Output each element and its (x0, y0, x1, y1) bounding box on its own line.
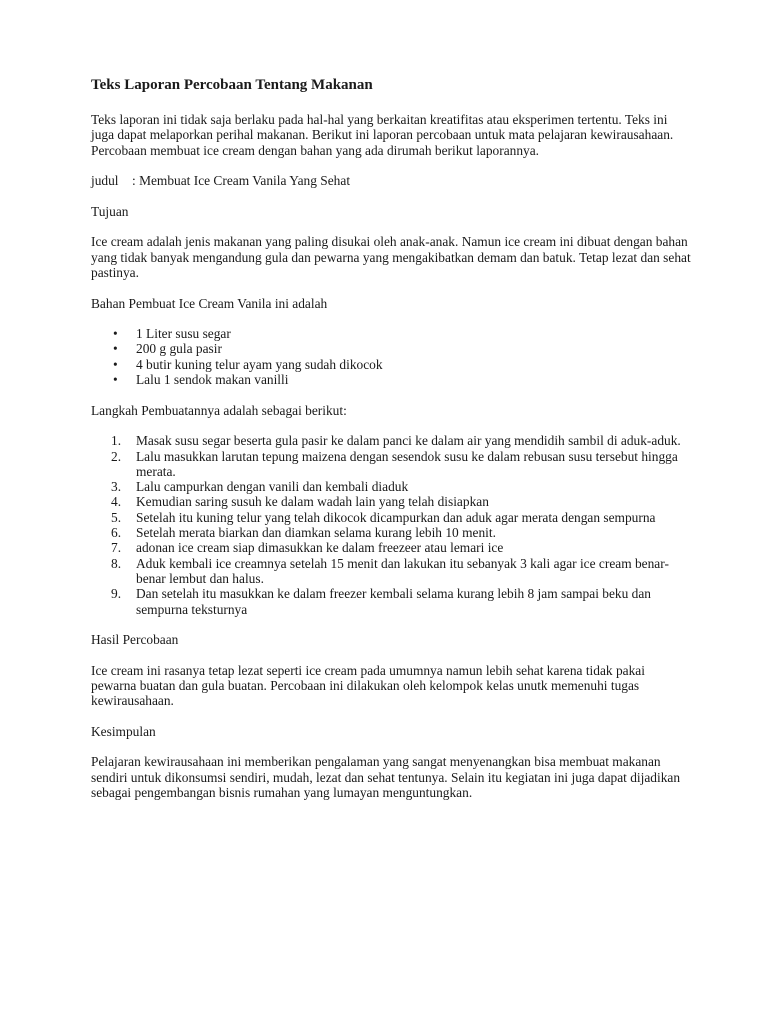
bahan-heading: Bahan Pembuat Ice Cream Vanila ini adalah (91, 295, 328, 311)
step-text: Kemudian saring susuh ke dalam wadah lain yang telah disiapkan (136, 494, 489, 510)
step-number: 7. (111, 540, 122, 556)
kesimpulan-paragraph: Pelajaran kewirausahaan ini memberikan pengalaman yang sangat menyenangkan bisa membuat makanan sendiri untuk dikonsumsi sendiri, mudah, lezat dan sehat tentunya. Selain itu kegiatan ini juga dapat dijadikan sebagai pengembangan bisnis rumahan yang lumayan menguntungkan. (91, 754, 681, 801)
step-number: 6. (111, 525, 122, 541)
hasil-paragraph: Ice cream ini rasanya tetap lezat seperti ice cream pada umumnya namun lebih sehat karena tidak pakai pewarna buatan dan gula buatan. Percobaan ini dilakukan oleh kelompok kelas unutk memenuhi tugas kewirausahaan. (91, 662, 645, 709)
judul-value: : Membuat Ice Cream Vanila Yang Sehat (132, 173, 351, 189)
step-number: 2. (111, 448, 122, 464)
list-item: • 1 Liter susu segar (91, 326, 691, 341)
tujuan-heading: Tujuan (91, 203, 129, 219)
step-number: 1. (111, 433, 122, 449)
kesimpulan-heading: Kesimpulan (91, 723, 156, 739)
step-number: 9. (111, 586, 122, 602)
hasil-heading: Hasil Percobaan (91, 632, 179, 648)
list-item (91, 494, 691, 509)
bahan-list (91, 326, 691, 387)
list-item (91, 556, 691, 587)
step-number: 5. (111, 509, 122, 525)
document-page (91, 76, 691, 816)
list-item (91, 540, 691, 555)
step-number: 4. (111, 494, 122, 510)
step-text: Lalu campurkan dengan vanili dan kembali diaduk (136, 479, 409, 495)
list-item (91, 449, 691, 480)
document-title: Teks Laporan Percobaan Tentang Makanan (91, 77, 373, 93)
step-text: Aduk kembali ice creamnya setelah 15 menit dan lakukan itu sebanyak 3 kali agar ice cream benar-benar lembut dan halus. (136, 555, 669, 586)
judul-label: judul (91, 173, 119, 189)
step-number: 3. (111, 479, 122, 495)
step-text: adonan ice cream siap dimasukkan ke dalam freezeer atau lemari ice (136, 540, 504, 556)
langkah-list (91, 433, 691, 617)
step-text: Dan setelah itu masukkan ke dalam freezer kembali selama kurang lebih 8 jam sampai beku dan sempurna teksturnya (136, 586, 651, 617)
list-item (91, 525, 691, 540)
step-text: Setelah merata biarkan dan diamkan selama kurang lebih 10 menit. (136, 525, 496, 541)
step-number: 8. (111, 555, 122, 571)
langkah-heading: Langkah Pembuatannya adalah sebagai berikut: (91, 402, 347, 418)
step-text: Masak susu segar beserta gula pasir ke dalam panci ke dalam air yang mendidih sambil di aduk-aduk. (136, 433, 681, 449)
step-text: Lalu masukkan larutan tepung maizena dengan sesendok susu ke dalam rebusan susu tersebut hingga merata. (136, 448, 678, 479)
list-item: • Lalu 1 sendok makan vanilli (91, 372, 691, 387)
step-text: Setelah itu kuning telur yang telah dikocok dicampurkan dan aduk agar merata dengan sempurna (136, 509, 656, 525)
list-item: • 4 butir kuning telur ayam yang sudah dikocok (91, 357, 691, 372)
list-item (91, 433, 691, 448)
intro-paragraph: Teks laporan ini tidak saja berlaku pada hal-hal yang berkaitan kreatifitas atau eksperimen tertentu. Teks ini juga dapat melaporkan perihal makanan. Berikut ini laporan percobaan untuk mata pelajaran kewirausahaan. Percobaan membuat ice cream dengan bahan yang ada dirumah berikut laporannya. (91, 112, 674, 158)
list-item (91, 479, 691, 494)
judul-row (91, 173, 691, 188)
list-item (91, 586, 691, 617)
list-item: • 200 g gula pasir (91, 341, 691, 356)
list-item (91, 510, 691, 525)
tujuan-paragraph: Ice cream adalah jenis makanan yang paling disukai oleh anak-anak. Namun ice cream ini dibuat dengan bahan yang tidak banyak mengandung gula dan pewarna yang mengakibatkan demam dan batuk. Tetap lezat dan sehat pastinya. (91, 234, 691, 280)
